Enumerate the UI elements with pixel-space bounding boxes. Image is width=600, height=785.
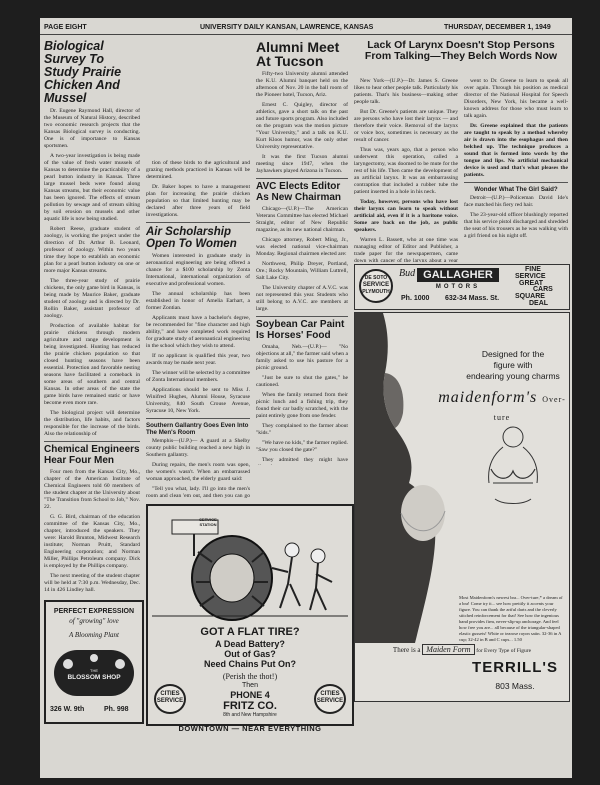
headline-biological-survey: Biological Survey To Study Prairie Chicken And Mussel [44,40,122,105]
question-line: Out of Gas? [224,649,276,659]
maidenform-brand [435,389,569,425]
badge-bottom: SERVICE [316,698,344,704]
gallagher-name: GALLAGHER [417,268,499,282]
article-para: Dr. Eugene Raymond Hall, director of the Museum of Natural History, described two economic research projects that the Kansas Biological survey is conducting. One is of importance to Kansas sportsmen. [44,108,140,149]
gallagher-phone: Ph. 1000 [401,295,430,302]
divider [146,222,250,223]
article-para: Applications should be sent to Miss J. Winifred Hughes, Alumni House, Syracuse University, 840 South Crouse Avenue, Syracuse 10, New York. [146,387,250,415]
fritz-footer: DOWNTOWN — NEAR EVERYTHING [178,724,322,733]
article-para: G. G. Bird, chairman of the education committee of the Kansas City, Mo., chapter, introduced the speakers. They were: Harold Brunton, Midwest Research institute; Norman Pruitt, Standard Engineering corporation; and Norman Miller, Phillips Petroleum company. Dick is employed by the Phillips company. [44,514,140,569]
article-para: Today, however, persons who have lost their larynx can learn to speak without artificial aid, even if it is a baritone voice. Some are back on the job, as public speakers. [354,199,458,233]
article-para: Memphis—(U.P.)— A guard at a Shelby county public building reached a new high in Southern gallantry. [146,438,250,459]
column-4 [354,40,568,262]
blossom-shop-name: BLOSSOM SHOP [67,674,121,681]
article-para: It was the first Tucson alumni meeting since 1947, when the Jayhawkers played Arizona in Tucson. [256,154,348,174]
badge-line-2: SERVICE [362,282,390,288]
newspaper-page [40,18,572,778]
article-para: Warren L. Bassett, who at one time was managing editor of Editor and Publisher, a trade paper for the newspapermen, came down with cancer of the larynx about a year [354,237,458,262]
article-para: Chicago attorney, Robert Ming, Jr., was elected national vice-chairman Monday. Regional chairmen elected are: [256,237,348,257]
article-para: Robert Reese, graduate student of zoology, is working the project under the direction of Dr. Arthur B. Leonard, professor of zoology. Within two years time they hope to establish an economic plan for a pearl button industry on one or more major Kansas streams. [44,226,140,274]
masthead: UNIVERSITY DAILY KANSAN, LAWRENCE, KANSAS [200,24,374,31]
fritz-questions [148,639,352,669]
article-para: When the family returned from their picnic lunch and a fishing trip, they found their car badly scratched, with the paint entirely gone from one fender. [256,392,348,419]
headline-southern-gallantry: Southern Gallantry Goes Even Into The Men's Room [146,422,249,437]
model-photo [355,313,465,643]
blossom-logo [54,650,134,696]
slogan-line: SERVICE [515,272,546,280]
divider [146,418,250,419]
blossom-address: 326 W. 9th [50,706,85,713]
article-para: "Tell you what, lady. I'll go into the men's room and clean 'em out, and then you can go [146,486,250,500]
terrills-address: 803 Mass. [495,681,535,691]
gallagher-script: Bud [399,268,416,279]
headline-chemical-engineers: Chemical Engineers Hear Four Men [44,444,140,466]
blossom-phone: Ph. 998 [104,706,129,713]
gallagher-slogan [511,267,567,308]
article-para: Four men from the Kansas City, Mo., chapter of the American Institute of Chemical Engineers told 60 members of the student chapter at the University about "The Transition from School to Job," Nov. 22. [44,469,140,510]
article-para: "We have no kids," the farmer replied. "Saw you closed the gate?" [256,440,348,453]
intro-line: Designed for the [481,349,545,359]
intro-line: figure with [493,360,533,370]
blossom-line2: A Blooming Plant [68,631,120,639]
article-para: The winner will be selected by a committee of Zonta International members. [146,370,250,384]
article-para: But Dr. Greene's patients are unique. They are persons who have lost their larynx — and therefore their voice. Removal of the larynx or voice box, sometimes is necessary as the result of cancer. [354,109,458,143]
slogan-line: CARS [533,286,553,294]
article-para: Applicants must have a bachelor's degree, be recommended for "fine character and high ability," and have completed work required for graduate study of aeronautical engineering in the school which they wish to attend. [146,315,250,350]
tagline-brand: Maiden Form [422,644,474,655]
badge-line-1: DE SOTO [364,275,388,281]
gallagher-address: 632-34 Mass. St. [445,295,500,302]
headline-wonder-girl: Wonder What The Girl Said? [474,186,558,193]
maidenform-ad [354,312,570,702]
bra-sketch [473,421,553,521]
gallagher-motors: MOTORS [435,284,481,290]
divider [464,182,568,183]
column-3 [256,40,348,465]
slogan-line: SQUARE [515,293,545,301]
article-para: A two-year investigation is being made of the value of fresh water mussels of Kansas to determine the practicability of a pearl button industry in Kansas. Three large mussel beds were found along Kansas streams, but their economic value has been ignored. The effects of stream pollution by sewage and of stream silting by soil erosion on mussels and other aquatic life is now being studied. [44,153,140,222]
article-para: They complained to the farmer about "kids." [256,423,348,436]
intro-line: endearing young charms [466,371,560,381]
article-para: went to Dr. Greene to learn to speak all over again. Through his position as medical director of the National Hospital for Speech Disorders, New York, his became a well-known address for those who must learn to talk again. [464,78,568,119]
article-para: Production of available habitat for prairie chickens through modern agriculture and range development is being investigated. Hunting has reduced the prairie chicken population so that closed hunting seasons have been essential. Protection and favorable nesting seasons have facilitated a comeback in some areas of southern and central Kansas. In other areas of the state the game birds have remained static or have become even more rare. [44,323,140,406]
badge-line-3: PLYMOUTH [362,289,390,295]
blossom-title: PERFECT EXPRESSION [53,608,135,615]
article-para: "Just be sure to shut the gates," he cautioned. [256,375,348,388]
gallagher-motors-ad [354,264,570,310]
article-para: Dr. Baker hopes to have a management plan for increasing the prairie chicken population so that limited hunting may be declared after three years of field investigations. [146,184,250,218]
fritz-name: FRITZ CO. [223,700,277,712]
flower-icon [54,650,134,696]
column-1 [44,40,140,595]
divider [44,441,140,442]
badge-bottom: SERVICE [156,698,184,704]
headline-avc-elects: AVC Elects Editor As New Chairman [256,181,342,203]
page-number: PAGE EIGHT [44,24,87,31]
blossom-the: THE [90,668,98,673]
maidenform-tagline [359,645,565,654]
headline-air-scholarship: Air Scholarship Open To Women [146,226,237,251]
terrills-store-name: TERRILL'S [472,659,558,676]
article-para: The next meeting of the student chapter will be held at 7:30 p.m. Wednesday, Dec. 14 in 426 Lindley hall. [44,573,140,593]
article-para: The University chapter of A.V.C. was not represented this year. Students who still belong to A.V.C. are members at large. [256,285,348,312]
fritz-headline: GOT A FLAT TIRE? [200,626,300,638]
article-para: If no applicant is qualified this year, two awards may be made next year. [146,353,250,367]
fritz-phone: PHONE 4 [230,690,270,700]
article-para: Ernest C. Quigley, director of athletics, gave a short talk on the past and future sports program. Also included on the program was the motion picture "Your University," and a talk on K.U. Kurt Kloos humor, was the only other University representative. [256,102,348,150]
slogan-line: DEAL [529,299,549,307]
page-header [40,18,572,35]
badge-top: CITIES [320,691,340,697]
article-para: Fifty-two University alumni attended the K.U. Alumni banquet held on the afternoon of Nov. 20 in the ball room of the Pioneer hotel, Tucson, Ariz. [256,71,348,98]
flat-tire-cartoon [152,512,348,624]
maidenform-intro [459,349,567,382]
article-para: They admitted they might have [262,457,348,463]
blossom-shop-ad [44,600,144,724]
headline-lack-of-larynx: Lack Of Larynx Doesn't Stop Persons From Talking—They Belch Words Now [364,40,558,62]
article-para: The annual scholarship has been established in honor of Amelia Earhart, a former Zontian. [146,291,250,312]
desoto-plymouth-badge [359,269,393,303]
larynx-right-col [464,78,568,243]
article-para: During repairs, the men's room was open, the women's wasn't. When an embarrassed woman approached, the elderly guard said: [146,462,250,483]
article-para: Chicago—(U.P.)—The American Veterans Committee has elected Michael Straight, editor of New Republic magazine, as its new national chairman. [256,206,348,233]
product-name: Over-ture [493,395,566,422]
article-para: The biological project will determine the distribution, life habits, and factors responsible for the increase of the birds. Also the relationship of [44,410,140,437]
fritz-perish: (Perish the thot!) [222,672,278,681]
column-2 [146,160,250,500]
question-line: Need Chains Put On? [203,659,296,669]
issue-date: THURSDAY, DECEMBER 1, 1949 [444,24,551,31]
divider [256,178,348,179]
article-para: tion of these birds to the agricultural and grazing methods practiced in Kansas will be determined. [146,160,250,180]
fritz-then: Then [242,682,258,689]
tagline-post: for Every Type of Figure [476,648,532,654]
slogan-line: FINE [525,266,541,273]
blossom-line1: of "growing" love [69,617,119,625]
headline-soybean-paint: Soybean Car Paint Is Horses' Food [256,319,345,341]
article-para: Northwest, Philip Dreyer, Portland, Ore.; Rocky Mountain, William Luttrell, Salt Lake City. [256,261,348,281]
article-para: The 23-year-old officer blushingly reported that his service pistol discharged and shredded the seat of his trousers as he was walking with a girl friend on his night off. [464,212,568,239]
fritz-address: 8th and New Hampshire [223,712,277,718]
article-para: Detroit—(U.P.)—Policeman David Ide's face matched his fiery red hair. [464,195,568,208]
brand-name: maidenform's [438,389,538,406]
divider [256,316,348,317]
larynx-left-col [354,78,458,262]
article-para: Dr. Greene explained that the patients are taught to speak by a method whereby air is drawn into the esophagus and then belched up. The technique produces a sound that is formed into words by the tongue and lips. No artificial mechanical device is used and that's what pleases the patients. [464,123,568,178]
article-para: New York—(U.P.)—Dr. James S. Greene likes to hear other people talk. Particularly his patients. That's his business—making other people talk. [354,78,458,105]
article-para: Omaha, Neb.—(U.P.)— "No objections at all," the farmer said when a family asked to use his pasture for a picnic ground. [256,344,348,371]
badge-top: CITIES [160,691,180,697]
tagline-pre: There is a [392,646,421,654]
headline-alumni-meet: Alumni Meet At Tucson [256,40,340,69]
article-para: Thus was, years ago, that a person who underwent this operation, called a laryngectomy, was doomed to be mute for the rest of his life. Then came the development of an artificial larynx. It was an embarrassing contraption that included a rubber tube the patient inserted in a hole in his neck. [354,147,458,195]
maidenform-body: Most Maidenform's newest bra... Over-ture,* a dream of a bra! Come try it... see how prettily it accents your figure. You can thank the artful darts and the cleverly stitched reinforcement for that! See how the ingenious band provides firm, never-slip-up anchorage. And feel how free you are... all because of the triangular-shaped elastic gussets! White or tearose rayon satin. 32-36 in A cup; 32-42 in B and C cups... 1.50 [459,595,563,642]
article-para: Women interested in graduate study in aeronautical engineering are being offered a chance for a $100 scholarship by Zonta International, international organization of executive and professional women. [146,253,250,288]
article-para: The three-year study of prairie chickens, the only game bird in Kansas, is being made by Maurice Baker, graduate student of zoology and is directed by Dr. Rollin Baker, assistant professor of zoology. [44,278,140,319]
question-line: A Dead Battery? [215,639,285,649]
slogan-line: GREAT [519,279,543,287]
fritz-co-ad [146,504,354,726]
cartoon-sign: SERVICE STATION [199,517,217,527]
